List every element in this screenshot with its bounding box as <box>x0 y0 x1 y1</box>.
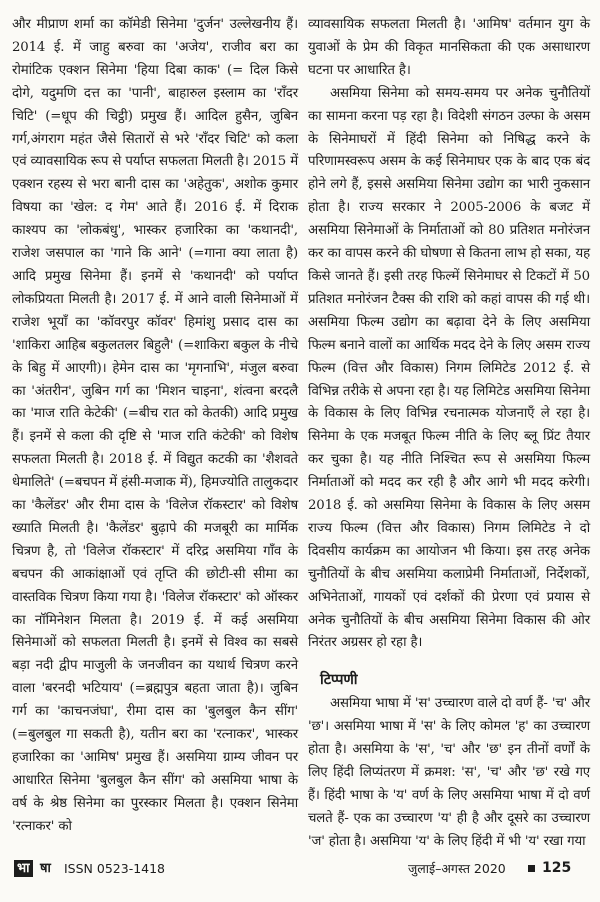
square-bullet-icon <box>528 865 535 872</box>
magazine-logo: भा <box>14 860 33 877</box>
page-number: 125 <box>542 860 572 876</box>
issn-number: ISSN 0523-1418 <box>64 861 166 876</box>
magazine-logo-rest: षा <box>40 861 51 876</box>
issue-date: जुलाई–अगस्त 2020 <box>408 861 506 876</box>
note-paragraph: असमिया भाषा में 'स' उच्चारण वाले दो वर्ण हैं- 'च' और 'छ'। असमिया भाषा में 'स' के लिए कोमल 'ह' का उच्चारण होता है। असमिया के 'स', 'च' और 'छ' इन तीनों वर्णों के लिए हिंदी लिप्यंतरण में क्रमश: 'स', 'च' और 'छ' रखे गए हैं। हिंदी भाषा के 'य' वर्ण के लिए असमिया भाषा में दो वर्ण चलते हैं- एक का उच्चारण 'य' ही है और दूसरे का उच्चारण 'ज' होता है। असमिया 'य' के लिए हिंदी में भी 'य' रखा गया <box>308 696 590 849</box>
right-body-paragraph: असमिया सिनेमा को समय-समय पर अनेक चुनौतियों का सामना करना पड़ रहा है। विदेशी संगठन उल्फा के असम के सिनेमाघरों में हिंदी सिनेमा को निषिद्ध करने के परिणामस्वरूप असम के कई सिनेमाघर एक के बाद एक बंद होने लगे हैं, इससे असमिया सिनेमा उद्योग का भारी नुकसान होता है। राज्य सरकार ने 2005-2006 के बजट में असमिया सिनेमाओं के निर्माताओं को 80 प्रतिशत मनोरंजन कर का वापस करने की घोषणा से कितना लाभ हो सका, यह किसे जानते हैं। इसी तरह फिल्में सिनेमाघर से टिकटों में 50 प्रतिशत मनोरंजन टैक्स की राशि को कहां वापस की गई थी। असमिया फिल्म उद्योग का बढ़ावा देने के लिए असमिया फिल्म बनाने वालों का आर्थिक मदद देने के लिए असम राज्य फिल्म (वित्त और विकास) निगम लिमिटेड 2012 ई. से विभिन्न तरीके से अपना रहा है। यह लिमिटेड असमिया सिनेमा के विकास के लिए विभिन्न रचनात्मक योजनाएँ ले रहा है। सिनेमा के एक मजबूत फिल्म नीति के लिए ब्लू प्रिंट तैयार कर चुका है। यह नीति निश्चित रूप से असमिया फिल्म निर्माताओं को मदद कर रही है और आगे भी मदद करेगी। 2018 ई. को असमिया सिनेमा के विकास के लिए असम राज्य फिल्म (वित्त और विकास) निगम लिमिटेड ने दो दिवसीय कार्यक्रम का आयोजन भी किया। इस तरह अनेक चुनौतियों के बीच असमिया कलाप्रेमी निर्माताओं, निर्देशकों, अभिनेताओं, गायकों एवं दर्शकों की प्रेरणा एवं प्रयास से अनेक चुनौतियों के बीच असमिया सिनेमा विकास की ओर निरंतर अग्रसर हो रहा है। <box>308 85 590 651</box>
left-column <box>12 14 298 839</box>
right-intro-paragraph: व्यावसायिक सफलता मिलती है। 'आमिष' वर्तमान युग के युवाओं के प्रेम की विकृत मानसिकता की एक असाधारण घटना पर आधारित है। <box>308 17 590 78</box>
left-paragraph: और मीप्राण शर्मा का कॉमेडी सिनेमा 'दुर्जन' उल्लेखनीय हैं। 2014 ई. में जाहु बरुवा का 'अजेय', राजीव बरा का रोमांटिक एक्शन सिनेमा 'हिया दिबा काक' (= दिल किसे दोगे, यदुमणि दत्त का 'पानी', बाहारुल इस्लाम का 'राँदर चिटि' (=धूप की चिट्ठी) प्रमुख हैं। आदिल हुसैन, जुबिन गर्ग,अंगराग महंत जैसे सितारों से भरे 'राँदर चिटि' को कला एवं व्यावसायिक रूप से पर्याप्त सफलता मिलती है। 2015 में एक्शन रहस्य से भरा बानी दास का 'अहेतुक', अशोक कुमार विषया का 'खेल: द गेम' आते हैं। 2016 ई. में दिराक काश्यप का 'लोकबंधु', भास्कर हजारिका का 'कथानदी', राजेश जसपाल का 'गाने कि आने' (=गाना क्या लाता है) आदि प्रमुख सिनेमा हैं। इनमें से 'कथानदी' को पर्याप्त लोकप्रियता मिलती है। 2017 ई. में आने वाली सिनेमाओं में राजेश भूयाँ का 'कॉवरपुर कॉवर' हिमांशु प्रसाद दास का 'शाकिरा आहिब बकुलतलर बिहुलै' (=शाकिरा बकुल के नीचे के बिहु में आएगी)। हेमेन दास का 'मृगनाभि', मंजुल बरुवा का 'अंतरीन', जुबिन गर्ग का 'मिशन चाइना', शंत्वना बरदलै का 'माज राति केटेकी' (=बीच रात को केतकी) आदि प्रमुख हैं। इनमें से कला की दृष्टि से 'माज राति कंटेकी' को विशेष सफलता मिलती है। 2018 ई. में विद्युत कटकी का 'शैशवते धेमालिते' (=बचपन में हंसी-मजाक में), हिमज्योति तालुकदार का 'कैलेंडर' और रीमा दास के 'विलेज रॉकस्टार' को विशेष ख्याति मिलती है। 'कैलेंडर' बुढ़ापे की मजबूरी का मार्मिक चित्रण है, तो 'विलेज रॉकस्टार' में दरिद्र असमिया गाँव के बचपन की आकांक्षाओं एवं तृप्ति की छोटी-सी सीमा का वास्तविक चित्रण किया गया है। 'विलेज रॉकस्टार' को ऑस्कर का नॉमिनेशन मिलता है। 2019 ई. में कई असमिया सिनेमाओं को सफलता मिलती है। इनमें से विश्व का सबसे बड़ा नदी द्वीप माजुली के जनजीवन का यथार्थ चित्रण करने वाला 'बरनदी भटियाय' (=ब्रह्मपुत्र बहता जाता है)। जुबिन गर्ग का 'काचनजंघा', रीमा दास का 'बुलबुल कैन सींग' (=बुलबुल गा सकती है), यतीन बरा का 'रत्नाकर', भास्कर हजारिका का 'आमिष' प्रमुख हैं। असमिया ग्राम्य जीवन पर आधारित सिनेमा 'बुलबुल कैन सींग' को असमिया भाषा के वर्ष के श्रेष्ठ सिनेमा का पुरस्कार मिलता है। एक्शन सिनेमा 'रत्नाकर' को <box>12 17 298 834</box>
page-footer <box>0 858 600 882</box>
right-column <box>308 14 590 854</box>
note-heading: टिप्पणी <box>320 671 358 689</box>
